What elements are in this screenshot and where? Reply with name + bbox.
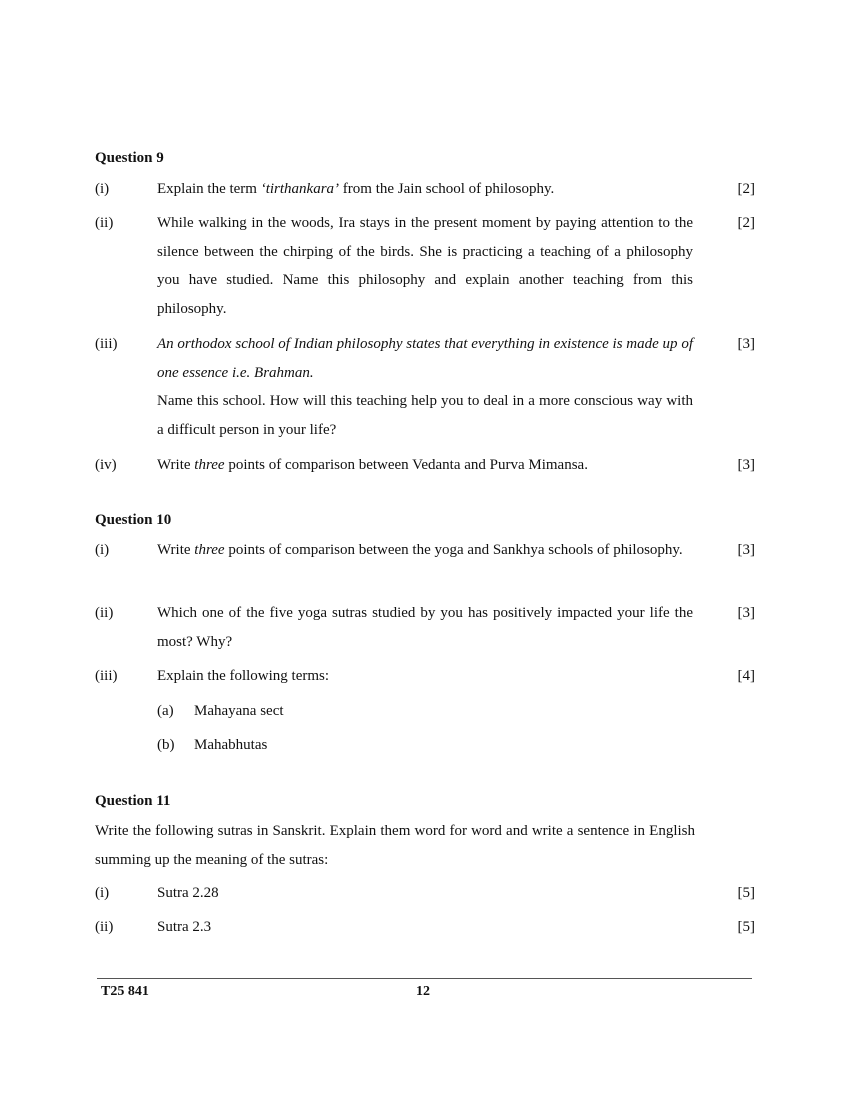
part-text: Explain the following terms: bbox=[157, 668, 330, 684]
part-text bbox=[157, 330, 693, 444]
marks: [3] bbox=[737, 542, 755, 558]
page-number: 12 bbox=[416, 984, 430, 999]
term-text: Mahayana sect bbox=[194, 703, 284, 719]
term-text: Mahabhutas bbox=[194, 737, 268, 753]
part-number: (iii) bbox=[95, 668, 118, 684]
part-number: (ii) bbox=[95, 605, 114, 621]
sub-number: (a) bbox=[157, 703, 174, 719]
marks: [2] bbox=[737, 215, 755, 231]
marks: [4] bbox=[737, 668, 755, 684]
part-number: (i) bbox=[95, 542, 110, 558]
part-text: Explain the term ‘tirthankara’ from the Jain school of philosophy. bbox=[157, 181, 555, 197]
marks: [5] bbox=[737, 885, 755, 901]
sub-number: (b) bbox=[157, 737, 175, 753]
question-9-heading: Question 9 bbox=[95, 150, 164, 166]
part-text: Sutra 2.28 bbox=[157, 885, 219, 901]
part-text: Which one of the five yoga sutras studied by you has positively impacted your life the most? Why? bbox=[157, 605, 693, 650]
statement-quote: An orthodox school of Indian philosophy states that everything in existence is made up of one essence i.e. Brahman. bbox=[157, 336, 693, 381]
part-text: Write three points of comparison between the yoga and Sankhya schools of philosophy. bbox=[157, 542, 683, 558]
paper-code: T25 841 bbox=[101, 984, 149, 999]
marks: [3] bbox=[737, 336, 755, 352]
part-number: (ii) bbox=[95, 919, 114, 935]
marks: [3] bbox=[737, 457, 755, 473]
part-text: Sutra 2.3 bbox=[157, 919, 212, 935]
term-tirthankara: ‘tirthankara’ bbox=[260, 181, 340, 197]
part-number: (i) bbox=[95, 181, 110, 197]
marks: [2] bbox=[737, 181, 755, 197]
part-text: While walking in the woods, Ira stays in the present moment by paying attention to the silence between the chirping of the birds. She is practicing a teaching of a philosophy you have studied. Name this philosophy and explain another teaching from this philosophy. bbox=[157, 215, 693, 317]
footer-divider bbox=[97, 978, 752, 979]
part-number: (ii) bbox=[95, 215, 114, 231]
marks: [5] bbox=[737, 919, 755, 935]
part-number: (iii) bbox=[95, 336, 118, 352]
q11-instructions: Write the following sutras in Sanskrit. Explain them word for word and write a sentence in English summing up the meaning of the sutras: bbox=[95, 823, 695, 868]
marks: [3] bbox=[737, 605, 755, 621]
part-text: Write three points of comparison between Vedanta and Purva Mimansa. bbox=[157, 457, 588, 473]
question-11-heading: Question 11 bbox=[95, 793, 171, 809]
part-question: Name this school. How will this teaching help you to deal in a more conscious way with a difficult person in your life? bbox=[157, 393, 693, 438]
part-number: (iv) bbox=[95, 457, 117, 473]
question-10-heading: Question 10 bbox=[95, 512, 172, 528]
part-number: (i) bbox=[95, 885, 110, 901]
